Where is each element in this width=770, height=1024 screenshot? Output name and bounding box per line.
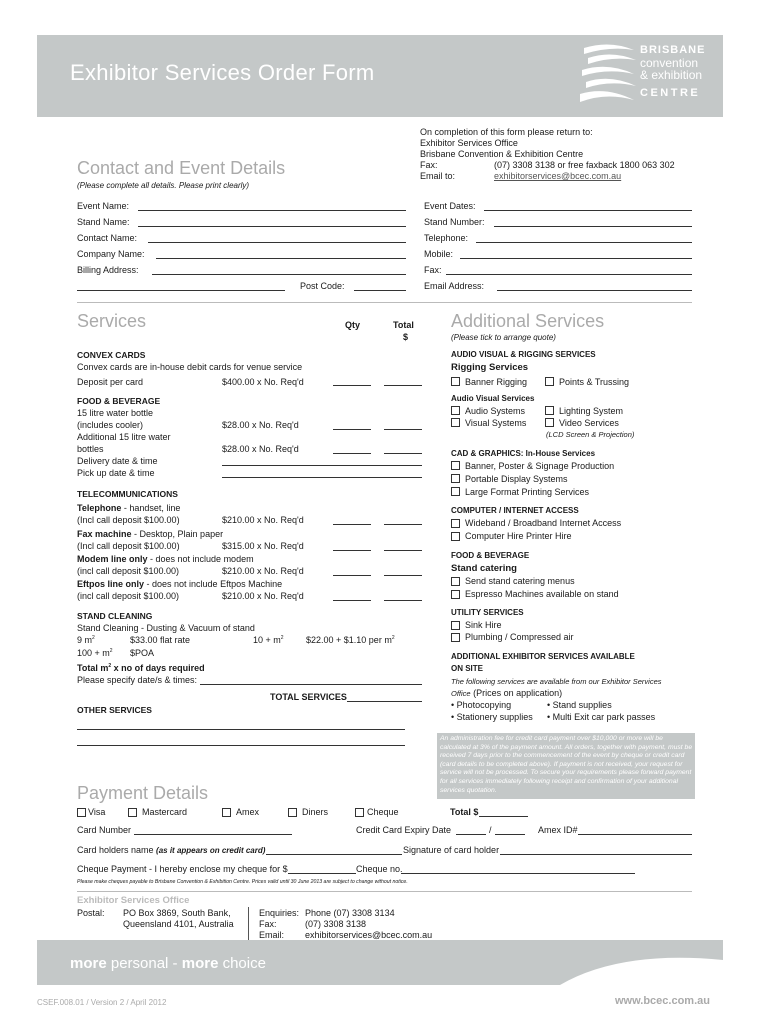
stand-name-field[interactable] (138, 226, 406, 227)
billing-address-label: Billing Address: (77, 265, 139, 275)
enquiries-phone: Phone (07) 3308 3134 (305, 908, 395, 918)
convex-heading: CONVEX CARDS (77, 350, 146, 360)
holder-name-field[interactable] (266, 854, 402, 855)
logo-exhibition: & exhibition (640, 68, 703, 82)
modem-label: Modem line only - does not include modem (77, 554, 254, 564)
large-format-checkbox[interactable] (451, 487, 460, 496)
lighting-system-checkbox[interactable] (545, 406, 554, 415)
clean-total-label: Total $m^2$ x no of days required (77, 663, 205, 673)
tel-label: Telephone - handset, line (77, 503, 181, 513)
pickup-field[interactable] (222, 477, 422, 478)
pickup-label: Pick up date & time (77, 468, 155, 478)
office-separator (248, 907, 249, 940)
banner-poster-checkbox[interactable] (451, 461, 460, 470)
stand-number-field[interactable] (494, 226, 692, 227)
mastercard-checkbox[interactable] (128, 808, 137, 817)
cheque-no-label: Cheque no. (356, 864, 403, 874)
total-header: Total (393, 320, 414, 330)
photocopying-item: • Photocopying (451, 700, 512, 710)
version-text: CSEF.008.01 / Version 2 / April 2012 (37, 998, 167, 1007)
return-fax-label: Fax: (420, 160, 438, 170)
espresso-label: Espresso Machines available on stand (465, 589, 619, 599)
fax-machine-label: Fax machine - Desktop, Plain paper (77, 529, 224, 539)
computer-hire-label: Computer Hire Printer Hire (465, 531, 572, 541)
footer-wave-icon (560, 940, 723, 985)
contact-subtitle: (Please complete all details. Please print clearly) (77, 181, 250, 190)
computer-hire-checkbox[interactable] (451, 532, 460, 541)
cheque-no-field[interactable] (401, 873, 635, 874)
postal-label: Postal: (77, 908, 105, 918)
telephone-field[interactable] (476, 242, 692, 243)
points-trussing-checkbox[interactable] (545, 377, 554, 386)
visual-systems-checkbox[interactable] (451, 418, 460, 427)
sink-hire-checkbox[interactable] (451, 621, 460, 630)
stand-catering-heading: Stand catering (451, 563, 517, 574)
payment-total-field[interactable] (479, 816, 528, 817)
telecom-heading: TELECOMMUNICATIONS (77, 489, 178, 499)
office-divider (77, 891, 692, 892)
qty-header: Qty (345, 320, 361, 330)
clean-flat-rate: $33.00 flat rate (130, 635, 191, 645)
clean-100m: $100 + m^2$ (77, 648, 113, 658)
visual-systems-label: Visual Systems (465, 418, 527, 428)
postal-line-1: PO Box 3869, South Bank, (123, 908, 231, 918)
deposit-price: $400.00 x No. Req'd (222, 377, 304, 387)
lighting-system-label: Lighting System (559, 406, 624, 416)
expiry-month-field[interactable] (456, 834, 486, 835)
mobile-label: Mobile: (424, 249, 454, 259)
return-email-link[interactable]: exhibitorservices@bcec.com.au (494, 171, 622, 181)
amex-checkbox[interactable] (222, 808, 231, 817)
utility-heading: UTILITY SERVICES (451, 608, 524, 617)
payment-section-title: Payment Details (77, 783, 209, 803)
return-intro-1: On completion of this form please return to: (420, 127, 593, 137)
send-menus-label: Send stand catering menus (465, 576, 575, 586)
expiry-label: Credit Card Expiry Date (356, 825, 452, 835)
clean-dates-label: Please specify date/s & times: (77, 675, 198, 685)
fax-qty-field[interactable] (333, 550, 371, 551)
clean-10m: $10 + m^2$ (253, 635, 284, 645)
avail-heading-2: ON SITE (451, 664, 484, 673)
total-dollar-header: $ (403, 332, 409, 342)
points-trussing-label: Points & Trussing (559, 377, 630, 387)
cheque-label: Cheque (367, 807, 399, 817)
section-divider (77, 302, 692, 303)
water-total-field[interactable] (384, 429, 422, 430)
send-menus-checkbox[interactable] (451, 577, 460, 586)
clean-per-m: $22.00 + $1.10 per $m^2$ (306, 635, 395, 645)
cheque-checkbox[interactable] (355, 808, 364, 817)
eftpos-label: Eftpos line only - does not include Eftpos Machine (77, 579, 283, 589)
rigging-heading: Rigging Services (451, 362, 529, 373)
fax-label: Fax: (424, 265, 442, 275)
enquiries-label: Enquiries: (259, 908, 300, 918)
amex-id-label: Amex ID# (538, 825, 578, 835)
additional-section-title: Additional Services (451, 311, 605, 331)
admin-fee-note: An administration fee for credit card payment over $10,000 or more will be calculated at 3% of the payment amount. All orders, together with payment, must be received 7 days prior to the commencement of the event by cheque or credit card (card details to be completed above). If payment is not received, your request for service will not be processed. To secure your requirements please forward payment for all services immediately following receipt and confirmation of your additional services quotation. (437, 733, 695, 799)
event-dates-label: Event Dates: (424, 201, 476, 211)
fax-machine-deposit: (Incl call deposit $100.00) (77, 541, 180, 551)
banner-rigging-label: Banner Rigging (465, 377, 528, 387)
amex-id-field[interactable] (578, 834, 692, 835)
eftpos-price: $210.00 x No. Req'd (222, 591, 304, 601)
tel-total-field[interactable] (384, 524, 422, 525)
expiry-year-field[interactable] (495, 834, 525, 835)
cleaning-heading: STAND CLEANING (77, 611, 153, 621)
signature-label: Signature of card holder (403, 845, 500, 855)
contact-section-title: Contact and Event Details (77, 158, 286, 178)
eftpos-total-field[interactable] (384, 600, 422, 601)
banner-rigging-checkbox[interactable] (451, 377, 460, 386)
contact-name-label: Contact Name: (77, 233, 138, 243)
audio-systems-label: Audio Systems (465, 406, 526, 416)
logo-wave-icon (580, 42, 638, 112)
avail-desc-2: Office (Prices on application) (451, 688, 563, 698)
other-services-line-2[interactable] (77, 745, 405, 746)
fax-field[interactable] (446, 274, 692, 275)
cheque-amount-field[interactable] (288, 873, 356, 874)
convex-desc: Convex cards are in-house debit cards for venue service (77, 362, 303, 372)
water-label-1: 15 litre water bottle (77, 408, 154, 418)
eftpos-deposit: (incl call deposit $100.00) (77, 591, 180, 601)
office-title: Exhibitor Services Office (77, 895, 190, 906)
tel-price: $210.00 x No. Req'd (222, 515, 304, 525)
postal-line-2: Queensland 4101, Australia (123, 919, 234, 929)
card-number-field[interactable] (134, 834, 292, 835)
signature-field[interactable] (500, 854, 692, 855)
sink-hire-label: Sink Hire (465, 620, 502, 630)
post-code-field[interactable] (354, 290, 406, 291)
logo-convention: convention (640, 56, 699, 70)
broadband-checkbox[interactable] (451, 519, 460, 528)
office-email-link[interactable]: exhibitorservices@bcec.com.au (305, 930, 433, 940)
website-link[interactable]: www.bcec.com.au (615, 995, 710, 1007)
additional-subtitle: (Please tick to arrange quote) (451, 333, 556, 342)
clean-9m: 9 $m^2$ (77, 635, 95, 645)
delivery-field[interactable] (222, 465, 422, 466)
addwater-price: $28.00 x No. Req'd (222, 444, 299, 454)
diners-label: Diners (302, 807, 329, 817)
portable-display-label: Portable Display Systems (465, 474, 568, 484)
deposit-label: Deposit per card (77, 377, 144, 387)
services-section-title: Services (77, 311, 147, 331)
billing-address-field[interactable] (152, 274, 406, 275)
modem-qty-field[interactable] (333, 575, 371, 576)
payment-total-label: Total $ (450, 807, 479, 817)
card-number-label: Card Number (77, 825, 132, 835)
tel-deposit: (Incl call deposit $100.00) (77, 515, 180, 525)
stand-supplies-item: • Stand supplies (547, 700, 612, 710)
fax-total-field[interactable] (384, 550, 422, 551)
espresso-checkbox[interactable] (451, 590, 460, 599)
deposit-total-field[interactable] (384, 385, 422, 386)
post-code-label: Post Code: (300, 281, 345, 291)
mobile-field[interactable] (460, 258, 692, 259)
mastercard-label: Mastercard (142, 807, 188, 817)
office-fax: (07) 3308 3138 (305, 919, 367, 929)
email-address-field[interactable] (497, 290, 692, 291)
multi-exit-item: • Multi Exit car park passes (547, 712, 656, 722)
plumbing-checkbox[interactable] (451, 633, 460, 642)
company-name-label: Company Name: (77, 249, 145, 259)
event-name-field[interactable] (138, 210, 406, 211)
avail-heading-1: ADDITIONAL EXHIBITOR SERVICES AVAILABLE (451, 652, 635, 661)
other-services-heading: OTHER SERVICES (77, 705, 152, 715)
clean-poa: $POA (130, 648, 155, 658)
clean-dates-field[interactable] (200, 684, 422, 685)
eftpos-qty-field[interactable] (333, 600, 371, 601)
return-intro-3: Brisbane Convention & Exhibition Centre (420, 149, 584, 159)
email-address-label: Email Address: (424, 281, 485, 291)
return-intro-2: Exhibitor Services Office (420, 138, 518, 148)
broadband-label: Wideband / Broadband Internet Access (465, 518, 622, 528)
cheque-payment-label: Cheque Payment - I hereby enclose my cheque for $ (77, 864, 288, 874)
return-fax-value: (07) 3308 3138 or free faxback 1800 063 302 (494, 160, 675, 170)
footer-slogan: more personal - more choice (70, 955, 266, 972)
avail-desc-1: The following services are available from our Exhibitor Services (451, 677, 662, 686)
cad-heading: CAD & GRAPHICS: In-House Services (451, 449, 596, 458)
fb-heading: FOOD & BEVERAGE (77, 396, 161, 406)
holder-name-label: Card holders name (as it appears on credit card) (77, 845, 266, 855)
banner-poster-label: Banner, Poster & Signage Production (465, 461, 615, 471)
computer-heading: COMPUTER / INTERNET ACCESS (451, 506, 579, 515)
lcd-note: (LCD Screen & Projection) (546, 430, 635, 439)
large-format-label: Large Format Printing Services (465, 487, 590, 497)
stand-name-label: Stand Name: (77, 217, 130, 227)
deposit-qty-field[interactable] (333, 385, 371, 386)
water-label-2: (includes cooler) (77, 420, 144, 430)
av-services-heading: Audio Visual Services (451, 394, 535, 403)
modem-price: $210.00 x No. Req'd (222, 566, 304, 576)
office-fax-label: Fax: (259, 919, 277, 929)
addwater-label-2: bottles (77, 444, 104, 454)
total-services-field[interactable] (347, 701, 422, 702)
cleaning-desc: Stand Cleaning - Dusting & Vacuum of stand (77, 623, 255, 633)
cheque-note: Please make cheques payable to Brisbane Convention & Exhibition Centre. Prices valid until 30 June 2013 are subject to change without notice. (77, 879, 408, 885)
form-title: Exhibitor Services Order Form (70, 60, 375, 85)
addwater-qty-field[interactable] (333, 453, 371, 454)
logo-brisbane: BRISBANE (640, 44, 706, 56)
plumbing-label: Plumbing / Compressed air (465, 632, 574, 642)
event-name-label: Event Name: (77, 201, 130, 211)
expiry-slash: / (489, 825, 492, 835)
delivery-label: Delivery date & time (77, 456, 158, 466)
diners-checkbox[interactable] (288, 808, 297, 817)
add-fb-heading: FOOD & BEVERAGE (451, 551, 530, 560)
visa-checkbox[interactable] (77, 808, 86, 817)
video-services-checkbox[interactable] (545, 418, 554, 427)
billing-address-line2[interactable] (77, 290, 285, 291)
water-qty-field[interactable] (333, 429, 371, 430)
portable-display-checkbox[interactable] (451, 474, 460, 483)
tel-qty-field[interactable] (333, 524, 371, 525)
water-price: $28.00 x No. Req'd (222, 420, 299, 430)
total-services-label: TOTAL SERVICES (270, 692, 347, 702)
av-heading: AUDIO VISUAL & RIGGING SERVICES (451, 350, 596, 359)
company-name-field[interactable] (156, 258, 406, 259)
contact-name-field[interactable] (148, 242, 406, 243)
logo-centre: CENTRE (640, 87, 701, 99)
video-services-label: Video Services (559, 418, 619, 428)
fax-machine-price: $315.00 x No. Req'd (222, 541, 304, 551)
modem-deposit: (incl call deposit $100.00) (77, 566, 180, 576)
stand-number-label: Stand Number: (424, 217, 485, 227)
addwater-total-field[interactable] (384, 453, 422, 454)
visa-label: Visa (88, 807, 106, 817)
stationery-item: • Stationery supplies (451, 712, 533, 722)
return-email-label: Email to: (420, 171, 456, 181)
telephone-label: Telephone: (424, 233, 469, 243)
other-services-line-1[interactable] (77, 729, 405, 730)
addwater-label-1: Additional 15 litre water (77, 432, 171, 442)
event-dates-field[interactable] (484, 210, 692, 211)
modem-total-field[interactable] (384, 575, 422, 576)
amex-label: Amex (236, 807, 260, 817)
office-email-label: Email: (259, 930, 285, 940)
audio-systems-checkbox[interactable] (451, 406, 460, 415)
